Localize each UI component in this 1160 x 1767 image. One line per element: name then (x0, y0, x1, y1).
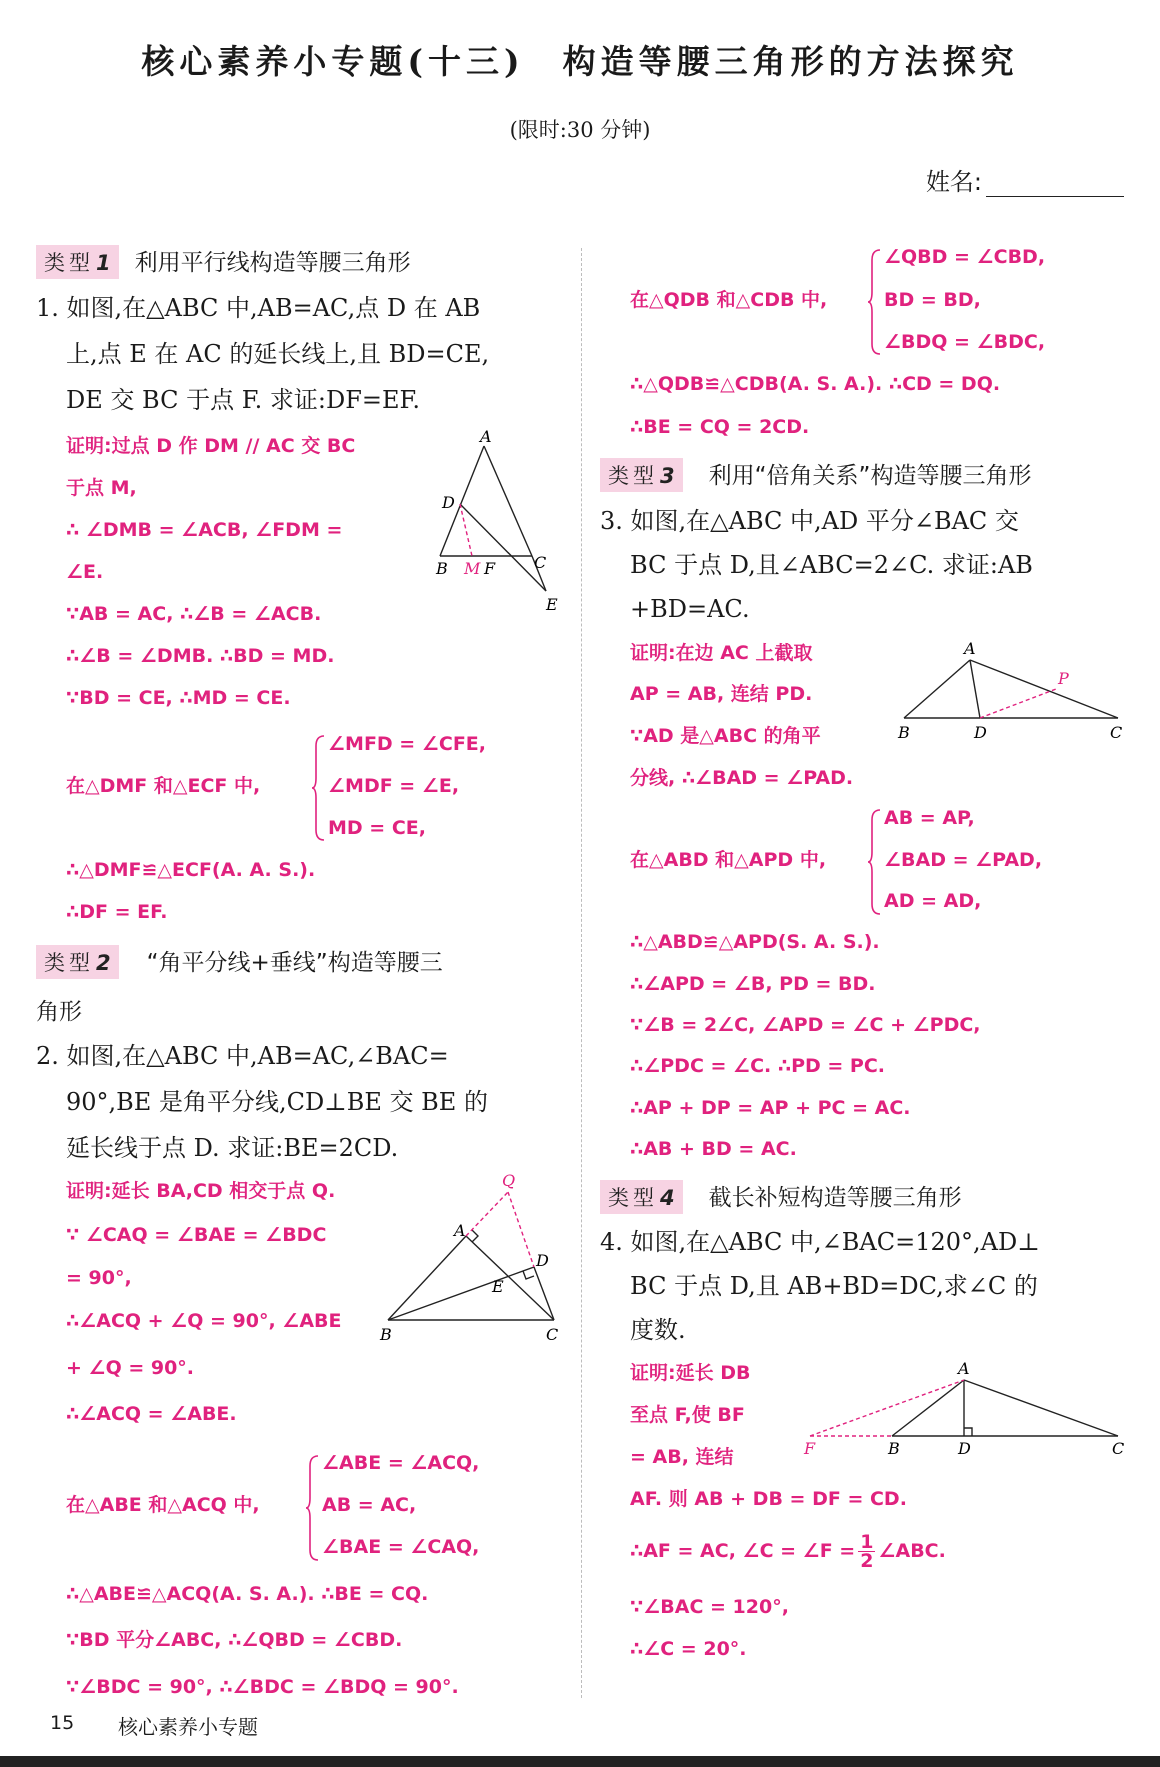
proof-2-line-1: 证明:延长 BA,CD 相交于点 Q. (66, 1180, 336, 1202)
fig3-label-c: C (1110, 723, 1123, 742)
proof-2-line-4: ∴∠ACQ + ∠Q = 90°, ∠ABE (66, 1310, 342, 1332)
proof-1-line-2: 于点 M, (66, 477, 137, 499)
problem-1-line-3: DE 交 BC 于点 F. 求证:DF=EF. (66, 386, 421, 414)
name-label: 姓名: (925, 168, 982, 196)
fig1-label-c: C (534, 553, 547, 572)
proof-2-line-5: + ∠Q = 90°. (66, 1357, 195, 1379)
fig4-label-c: C (1112, 1439, 1125, 1458)
proof-2-line-2: ∵ ∠CAQ = ∠BAE = ∠BDC (66, 1224, 327, 1246)
proof-3-line-4: 分线, ∴∠BAD = ∠PAD. (630, 767, 854, 789)
figure-1 (430, 428, 570, 618)
proof-2-system-2: AB = AC, (322, 1494, 417, 1516)
time-limit: (限时:30 分钟) (509, 118, 651, 142)
proof-4-conclusion-1: ∵∠BAC = 120°, (630, 1596, 789, 1618)
fig2-label-e: E (492, 1277, 504, 1296)
proof-3-conclusion-5: ∴AP + DP = AP + PC = AC. (630, 1097, 911, 1119)
fig3-label-b: B (898, 723, 910, 742)
proof-2-cont-system-2: BD = BD, (884, 289, 981, 311)
type1-badge: 类型1 (36, 245, 119, 279)
type3-title: 利用“倍角关系”构造等腰三角形 (708, 463, 1032, 489)
proof-1-line-6: ∴∠B = ∠DMB. ∴BD = MD. (66, 645, 335, 667)
problem-4-line-1: 4. 如图,在△ABC 中,∠BAC=120°,AD⊥ (600, 1228, 1040, 1256)
fig2-label-d: D (536, 1251, 549, 1270)
proof-1-line-7: ∵BD = CE, ∴MD = CE. (66, 687, 291, 709)
page-number: 15 (50, 1712, 75, 1734)
problem-1-line-1: 1. 如图,在△ABC 中,AB=AC,点 D 在 AB (36, 294, 481, 322)
problem-1-line-2: 上,点 E 在 AC 的延长线上,且 BD=CE, (66, 340, 490, 368)
fig4-label-a: A (958, 1359, 970, 1378)
type3-badge: 类型3 (600, 458, 683, 492)
type1-title: 利用平行线构造等腰三角形 (134, 250, 411, 276)
fig4-label-f: F (804, 1439, 816, 1458)
proof-2-cont-brace (868, 246, 882, 358)
proof-1-line-1: 证明:过点 D 作 DM // AC 交 BC (66, 435, 356, 457)
proof-1-line-3: ∴ ∠DMB = ∠ACB, ∠FDM = (66, 519, 343, 541)
fig1-label-b: B (436, 559, 448, 578)
proof-2-conclusion-3: ∵∠BDC = 90°, ∴∠BDC = ∠BDQ = 90°. (66, 1676, 459, 1698)
fig2-label-q: Q (502, 1172, 516, 1190)
proof-2-line-6: ∴∠ACQ = ∠ABE. (66, 1403, 237, 1425)
problem-4-line-2: BC 于点 D,且 AB+BD=DC,求∠C 的 (630, 1272, 1038, 1300)
fig1-label-m: M (464, 559, 481, 578)
proof-3-line-3: ∵AD 是△ABC 的角平 (630, 725, 821, 747)
proof-4-line-4: AF. 则 AB + DB = DF = CD. (630, 1488, 907, 1510)
proof-2-cont-system-prefix: 在△QDB 和△CDB 中, (630, 289, 828, 311)
type2-title-cont: 角形 (36, 999, 82, 1025)
proof-3-system-1: AB = AP, (884, 807, 975, 829)
proof-2-cont-conclusion-2: ∴BE = CQ = 2CD. (630, 416, 810, 438)
proof-2-system-1: ∠ABE = ∠ACQ, (322, 1452, 480, 1474)
proof-2-system-3: ∠BAE = ∠CAQ, (322, 1536, 480, 1558)
problem-2-line-1: 2. 如图,在△ABC 中,AB=AC,∠BAC= (36, 1042, 449, 1070)
proof-3-system-3: AD = AD, (884, 890, 982, 912)
fig1-label-f: F (484, 559, 496, 578)
proof-4-fraction-line: ∴AF = AC, ∠C = ∠F = $\frac{1}{2}$ ∠ABC. (630, 1531, 946, 1572)
proof-2-cont-system-1: ∠QBD = ∠CBD, (884, 246, 1046, 268)
column-divider (581, 248, 582, 1698)
figure-3 (892, 636, 1128, 744)
type4-heading (600, 1179, 962, 1214)
proof-1-conclusion-1: ∴△DMF≌△ECF(A. A. S.). (66, 859, 316, 881)
problem-3-line-1: 3. 如图,在△ABC 中,AD 平分∠BAC 交 (600, 507, 1019, 535)
fig3-label-a: A (964, 639, 976, 658)
type1-heading (36, 244, 411, 279)
figure-2 (378, 1172, 570, 1350)
page-title: 核心素养小专题(十三) 构造等腰三角形的方法探究 (141, 42, 1019, 81)
fig2-label-c: C (546, 1325, 559, 1344)
proof-3-conclusion-1: ∴△ABD≌△APD(S. A. S.). (630, 931, 880, 953)
problem-2-line-2: 90°,BE 是角平分线,CD⊥BE 交 BE 的 (66, 1088, 488, 1116)
fig4-label-b: B (888, 1439, 900, 1458)
problem-2-line-3: 延长线于点 D. 求证:BE=2CD. (66, 1134, 399, 1162)
proof-3-line-2: AP = AB, 连结 PD. (630, 683, 813, 705)
proof-1-line-4: ∠E. (66, 561, 104, 583)
proof-2-conclusion-2: ∵BD 平分∠ABC, ∴∠QBD = ∠CBD. (66, 1629, 403, 1651)
fig1-label-d: D (442, 493, 455, 512)
proof-1-system-1: ∠MFD = ∠CFE, (328, 733, 486, 755)
fraction-numerator: 1 (860, 1531, 874, 1553)
proof-3-system-2: ∠BAD = ∠PAD, (884, 849, 1043, 871)
fig2-label-b: B (380, 1325, 392, 1344)
fig1-label-a: A (480, 428, 492, 446)
proof-2-cont-system-3: ∠BDQ = ∠BDC, (884, 331, 1046, 353)
type2-badge: 类型2 (36, 945, 119, 979)
type3-heading (600, 457, 1031, 492)
proof-3-brace (868, 806, 882, 918)
bottom-bar (0, 1756, 1160, 1767)
proof-1-system-2: ∠MDF = ∠E, (328, 775, 460, 797)
proof-4-conclusion-2: ∴∠C = 20°. (630, 1638, 747, 1660)
type4-title: 截长补短构造等腰三角形 (708, 1185, 962, 1211)
fig1-label-e: E (546, 595, 558, 614)
proof-4-line-1: 证明:延长 DB (630, 1362, 751, 1384)
proof-3-line-1: 证明:在边 AC 上截取 (630, 642, 813, 664)
type2-title: “角平分线+垂线”构造等腰三 (146, 950, 443, 976)
proof-1-conclusion-2: ∴DF = EF. (66, 901, 168, 923)
proof-2-conclusion-1: ∴△ABE≌△ACQ(A. S. A.). ∴BE = CQ. (66, 1583, 429, 1605)
proof-1-system-3: MD = CE, (328, 817, 426, 839)
proof-3-conclusion-4: ∴∠PDC = ∠C. ∴PD = PC. (630, 1055, 886, 1077)
proof-4-line-2: 至点 F,使 BF (630, 1404, 745, 1426)
proof-3-conclusion-3: ∵∠B = 2∠C, ∠APD = ∠C + ∠PDC, (630, 1014, 981, 1036)
proof-2-cont-conclusion-1: ∴△QDB≌△CDB(A. S. A.). ∴CD = DQ. (630, 373, 1001, 395)
proof-3-system-prefix: 在△ABD 和△APD 中, (630, 849, 827, 871)
figure-4 (800, 1354, 1130, 1464)
problem-4-line-3: 度数. (630, 1316, 686, 1344)
problem-3-line-3: +BD=AC. (630, 595, 750, 623)
proof-2-system-prefix: 在△ABE 和△ACQ 中, (66, 1494, 260, 1516)
type4-badge: 类型4 (600, 1180, 683, 1214)
fraction-denominator: 2 (860, 1550, 874, 1572)
footer-text: 核心素养小专题 (118, 1715, 258, 1739)
name-field (926, 162, 1124, 197)
proof-4-line-3: = AB, 连结 (630, 1446, 734, 1468)
type2-heading (36, 944, 443, 979)
problem-3-line-2: BC 于点 D,且∠ABC=2∠C. 求证:AB (630, 551, 1033, 579)
proof-2-line-3: = 90°, (66, 1267, 132, 1289)
proof-3-conclusion-6: ∴AB + BD = AC. (630, 1138, 797, 1160)
fig3-label-d: D (974, 723, 987, 742)
proof-3-conclusion-2: ∴∠APD = ∠B, PD = BD. (630, 973, 876, 995)
fig4-label-d: D (958, 1439, 971, 1458)
proof-1-brace (312, 732, 326, 844)
fig3-label-p: P (1058, 669, 1069, 688)
name-blank-line (986, 174, 1124, 197)
proof-1-line-5: ∵AB = AC, ∴∠B = ∠ACB. (66, 603, 322, 625)
fraction-one-half (858, 1533, 875, 1570)
proof-2-brace (306, 1452, 320, 1564)
proof-1-system-prefix: 在△DMF 和△ECF 中, (66, 775, 261, 797)
fig2-label-a: A (454, 1221, 466, 1240)
